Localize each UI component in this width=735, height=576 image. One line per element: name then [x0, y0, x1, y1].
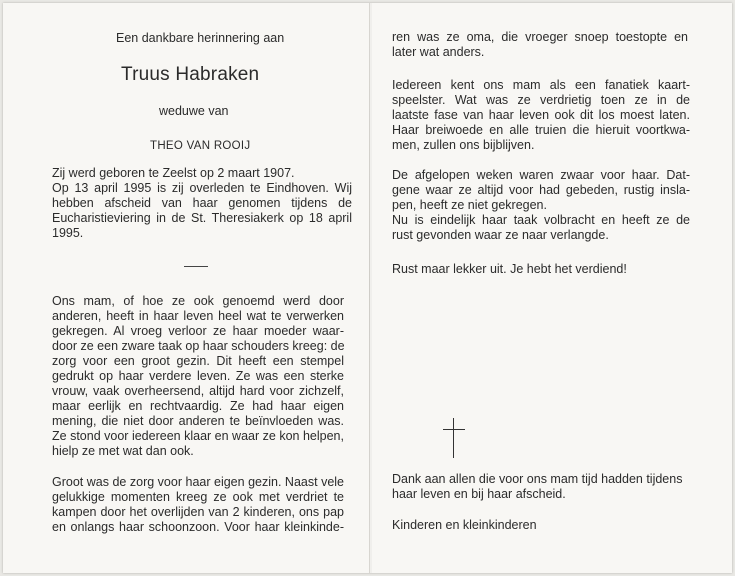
- text-line: gekregen. Al vroeg verloor ze haar moeder waar-: [52, 324, 344, 338]
- text-line: De afgelopen weken waren zwaar voor haar. Dat-: [392, 168, 690, 182]
- text-line: zorg voor een groot gezin. Dit heeft een stempel: [52, 354, 344, 368]
- text-line: ren was ze oma, die vroeger snoep toestopte en: [392, 30, 688, 44]
- text-line: Iedereen kent ons mam als een fanatiek kaart-: [392, 78, 690, 92]
- text-line: Eucharistieviering in de St. Theresiakerk op 18 april: [52, 211, 352, 225]
- spouse-name: THEO VAN ROOIJ: [150, 140, 251, 152]
- birth-death-paragraph: [52, 166, 352, 241]
- text-line: gene waar ze altijd voor had gebeden, rustig insla-: [392, 183, 690, 197]
- life-paragraph-2: [52, 475, 344, 535]
- text-line: laatste fase van haar leven ook dit los moest laten.: [392, 108, 690, 122]
- text-line: hielp ze met wat dan ook.: [52, 444, 194, 458]
- text-line: haar leven en bij haar afscheid.: [392, 487, 566, 501]
- deceased-name: Truus Habraken: [121, 64, 260, 85]
- text-line: Rust maar lekker uit. Je hebt het verdiend!: [392, 262, 627, 276]
- text-line: door ze een zware taak op haar schouders kreeg: de: [52, 339, 345, 353]
- text-line: Op 13 april 1995 is zij overleden te Eindhoven. Wij: [52, 181, 352, 195]
- text-line: maar eerlijk en rechtvaardig. Ze had haar eigen: [52, 399, 344, 413]
- text-line: Dank aan allen die voor ons mam tijd hadden tijdens: [392, 472, 683, 486]
- text-line: 1995.: [52, 226, 84, 240]
- text-line: en onlangs haar schoonzoon. Voor haar kleinkinde-: [52, 520, 344, 534]
- cards-paragraph: [392, 78, 690, 153]
- text-line: kampen door het overlijden van 2 kinderen, ons pap: [52, 505, 344, 519]
- text-line: speelster. Wat was ze verdrietig toen ze in de: [392, 93, 690, 107]
- text-line: men, zullen ons bijblijven.: [392, 138, 535, 152]
- text-line: Haar breiwoede en alle truien die hieruit voortkwa-: [392, 123, 690, 137]
- text-line: vrouw, vaak overheersend, altijd hard voor zichzelf,: [52, 384, 344, 398]
- text-line: anderen, heeft in haar leven heel wat te verwerken: [52, 309, 344, 323]
- thanks-paragraph: [392, 472, 692, 502]
- text-line: mening, die niet door anderen te beïnvloeden was.: [52, 414, 344, 428]
- final-weeks-paragraph: [392, 168, 690, 243]
- card-heading: Een dankbare herinnering aan: [116, 31, 285, 45]
- section-divider: [184, 266, 208, 267]
- grandchildren-paragraph: [392, 30, 688, 60]
- latin-cross-icon: [443, 418, 465, 458]
- farewell-line: [392, 262, 627, 277]
- life-paragraph-1: [52, 294, 344, 459]
- text-line: Ze stond voor iedereen klaar en waar ze kon helpen,: [52, 429, 344, 443]
- text-line: Nu is eindelijk haar taak volbracht en heeft ze de: [392, 213, 690, 227]
- signature: [392, 518, 537, 533]
- text-line: pen, heeft ze niet gekregen.: [392, 198, 547, 212]
- text-line: Groot was de zorg voor haar eigen gezin. Naast vele: [52, 475, 344, 489]
- text-line: hebben afscheid van haar genomen tijdens de: [52, 196, 352, 210]
- text-line: gedrukt op haar verdere leven. Ze was een sterke: [52, 369, 344, 383]
- text-line: later wat anders.: [392, 45, 485, 59]
- text-line: Ons mam, of hoe ze ook genoemd werd door: [52, 294, 344, 308]
- text-line: rust gevonden waar ze naar verlangde.: [392, 228, 609, 242]
- signature-text: Kinderen en kleinkinderen: [392, 518, 537, 532]
- text-line: gelukkige momenten kreeg ze ook met verdriet te: [52, 490, 344, 504]
- text-line: Zij werd geboren te Zeelst op 2 maart 1907.: [52, 166, 295, 180]
- widow-of-label: weduwe van: [159, 104, 229, 118]
- center-fold-shadow: [370, 3, 372, 573]
